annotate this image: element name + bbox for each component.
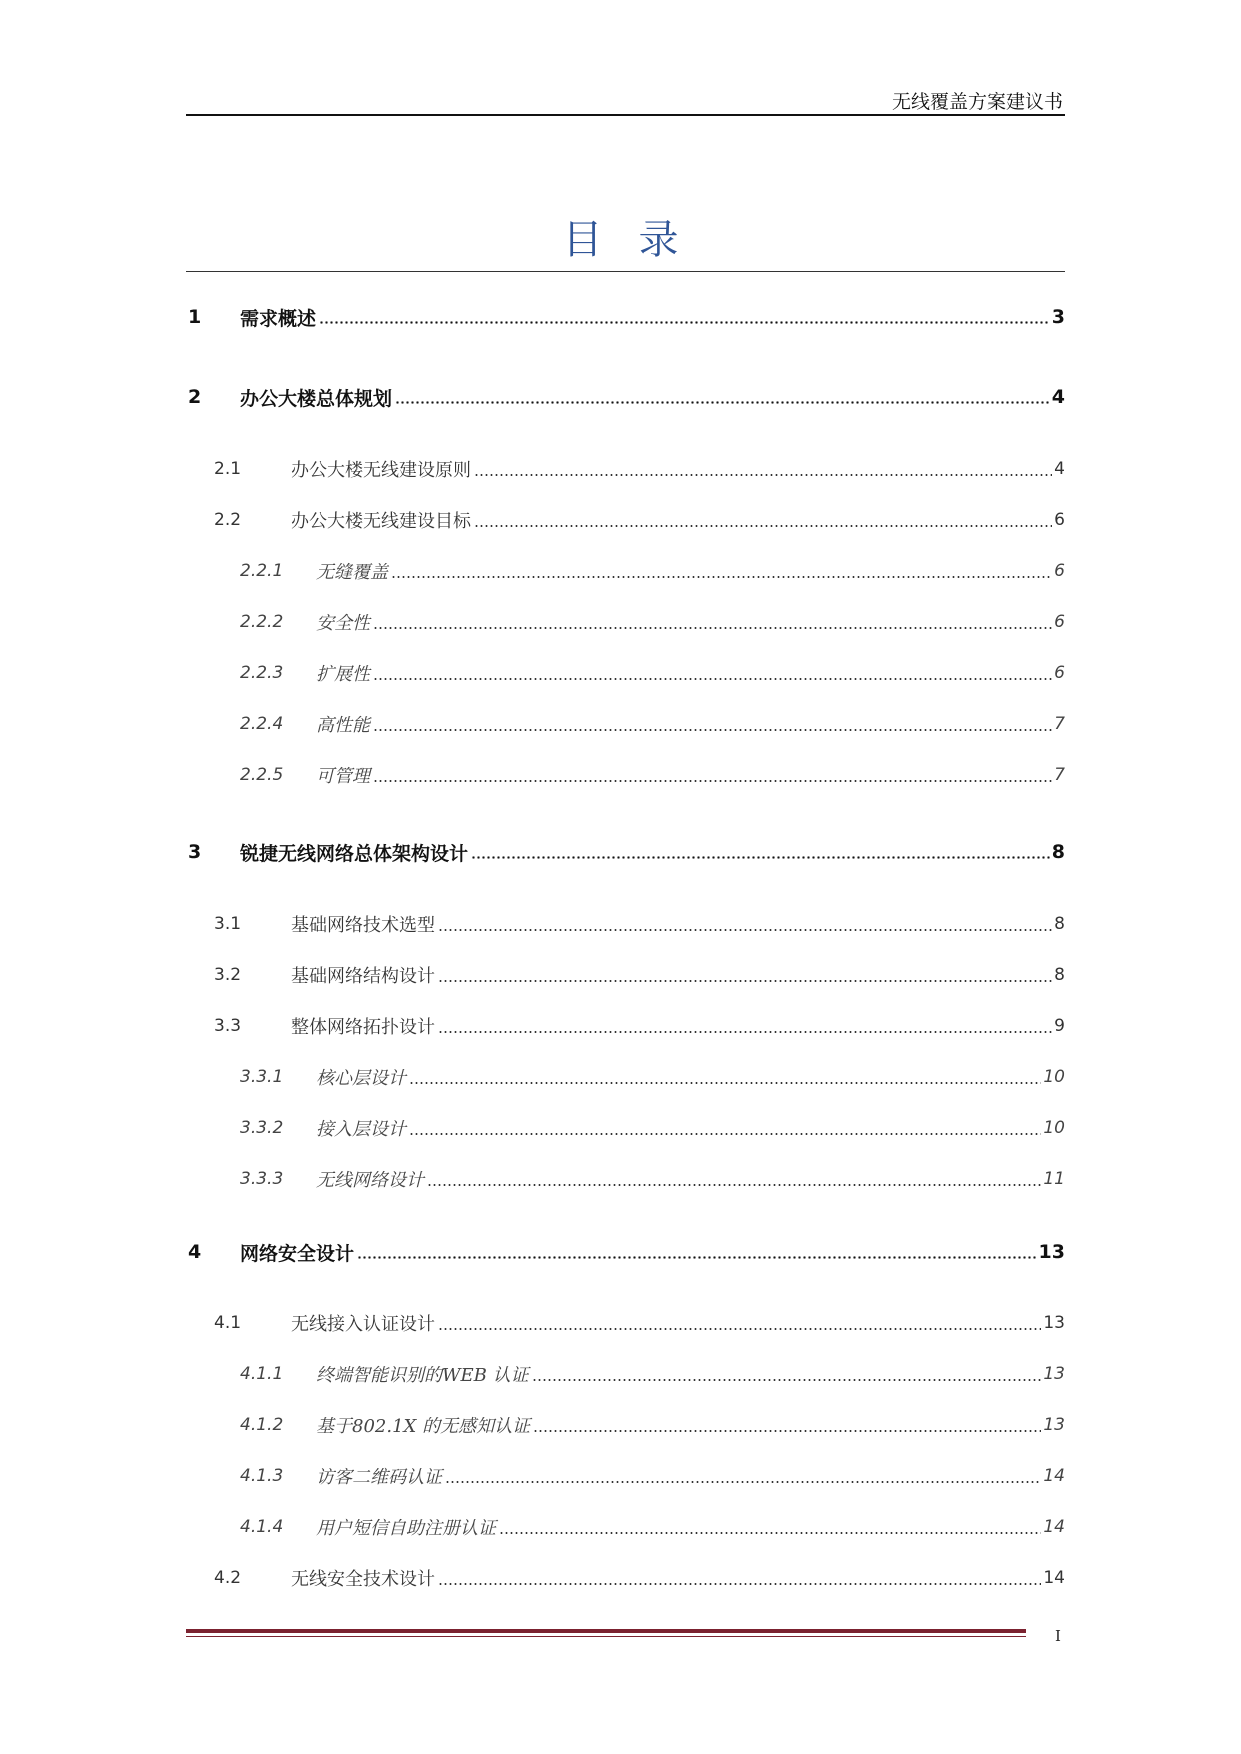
toc-entry-title: 整体网络拓扑设计 — [291, 1017, 435, 1038]
toc-entry[interactable] — [214, 1564, 1065, 1592]
dot-leader — [438, 1328, 1041, 1330]
toc-entry-page: 13 — [1043, 1313, 1065, 1333]
toc-entry-number: 3.1 — [214, 914, 242, 934]
dot-leader — [409, 1082, 1041, 1084]
dot-leader — [373, 678, 1052, 680]
toc-entry-page: 13 — [1038, 1241, 1065, 1263]
toc-entry[interactable] — [240, 1165, 1065, 1193]
toc-entry[interactable] — [214, 1012, 1065, 1040]
toc-entry-page: 10 — [1043, 1067, 1065, 1087]
toc-entry-title: 基础网络技术选型 — [291, 915, 435, 936]
toc-entry-title: 需求概述 — [240, 307, 317, 330]
toc-entry-title: 访客二维码认证 — [316, 1467, 442, 1488]
dot-leader — [373, 627, 1052, 629]
toc-entry-page: 6 — [1054, 510, 1065, 530]
dot-leader — [533, 1430, 1041, 1432]
dot-leader — [474, 525, 1052, 527]
toc-entry-title: 终端智能识别的WEB 认证 — [316, 1365, 529, 1386]
toc-entry-number: 3.2 — [214, 965, 242, 985]
dot-leader — [471, 856, 1050, 859]
toc-entry[interactable] — [214, 910, 1065, 938]
toc-entry-title: 接入层设计 — [316, 1119, 406, 1140]
toc-entry-title: 无线网络设计 — [316, 1170, 424, 1191]
toc-entry-number: 2.2.1 — [240, 561, 284, 581]
toc-entry-page: 7 — [1054, 765, 1065, 785]
toc-entry[interactable] — [214, 455, 1065, 483]
toc-entry-number: 1 — [188, 306, 202, 328]
toc-entry[interactable] — [240, 608, 1065, 636]
dot-leader — [373, 780, 1052, 782]
toc-entry-title: 无线安全技术设计 — [291, 1569, 435, 1590]
toc-entry-page: 8 — [1054, 965, 1065, 985]
toc-entry-page: 8 — [1051, 841, 1065, 863]
toc-entry[interactable] — [240, 1063, 1065, 1091]
toc-entry-number: 3.3.3 — [240, 1169, 284, 1189]
toc-entry-title: 无线接入认证设计 — [291, 1314, 435, 1335]
toc-entry[interactable] — [240, 557, 1065, 585]
toc-entry-number: 2 — [188, 386, 202, 408]
dot-leader — [532, 1379, 1042, 1381]
toc-entry-title: 办公大楼无线建设目标 — [291, 511, 471, 532]
toc-title: 目录 — [562, 217, 715, 263]
toc-entry-number: 2.2.3 — [240, 663, 284, 683]
toc-entry-number: 4.1.3 — [240, 1466, 284, 1486]
toc-entry[interactable] — [240, 761, 1065, 789]
toc-entry[interactable] — [214, 1309, 1065, 1337]
toc-entry-number: 4.1 — [214, 1313, 242, 1333]
page-number: I — [1055, 1627, 1061, 1645]
toc-entry-number: 3.3 — [214, 1016, 242, 1036]
toc-entry-page: 13 — [1043, 1415, 1065, 1435]
toc-entry-title: 核心层设计 — [316, 1068, 406, 1089]
toc-entry-number: 2.2.2 — [240, 612, 284, 632]
toc-entry[interactable] — [240, 1513, 1065, 1541]
toc-entry-page: 14 — [1043, 1466, 1065, 1486]
toc-entry-number: 4.1.1 — [240, 1364, 284, 1384]
toc-entry-page: 13 — [1043, 1364, 1065, 1384]
dot-leader — [357, 1256, 1037, 1259]
toc-entry-page: 14 — [1043, 1517, 1065, 1537]
header-divider — [186, 114, 1065, 116]
toc-entry-number: 4.2 — [214, 1568, 242, 1588]
toc-entry-page: 10 — [1043, 1118, 1065, 1138]
toc-entry-number: 2.1 — [214, 459, 242, 479]
toc-entry[interactable] — [188, 838, 1065, 866]
toc-entry-page: 14 — [1043, 1568, 1065, 1588]
footer-divider-thick — [186, 1629, 1026, 1633]
toc-entry-page: 11 — [1043, 1169, 1065, 1189]
dot-leader — [395, 401, 1050, 404]
toc-entry-page: 4 — [1051, 386, 1065, 408]
toc-entry-title: 锐捷无线网络总体架构设计 — [240, 842, 469, 865]
toc-entry-number: 3 — [188, 841, 202, 863]
toc-entry[interactable] — [214, 506, 1065, 534]
toc-entry[interactable] — [240, 659, 1065, 687]
toc-entry-number: 4.1.2 — [240, 1415, 284, 1435]
title-divider — [186, 271, 1065, 272]
toc-entry-page: 7 — [1054, 714, 1065, 734]
toc-entry-title: 办公大楼无线建设原则 — [291, 460, 471, 481]
toc-entry-title: 基础网络结构设计 — [291, 966, 435, 987]
toc-entry-number: 2.2.5 — [240, 765, 284, 785]
toc-entry-page: 6 — [1054, 663, 1065, 683]
toc-entry[interactable] — [240, 1360, 1065, 1388]
toc-entry-page: 3 — [1051, 306, 1065, 328]
toc-entry-number: 2.2.4 — [240, 714, 284, 734]
toc-entry[interactable] — [240, 1411, 1065, 1439]
toc-entry[interactable] — [188, 303, 1065, 331]
toc-entry-title: 基于802.1X 的无感知认证 — [316, 1416, 531, 1437]
dot-leader — [438, 929, 1052, 931]
dot-leader — [445, 1481, 1041, 1483]
dot-leader — [438, 1583, 1041, 1585]
toc-entry-title: 用户短信自助注册认证 — [316, 1518, 496, 1539]
toc-entry[interactable] — [188, 383, 1065, 411]
toc-entry[interactable] — [240, 1462, 1065, 1490]
toc-entry-title: 扩展性 — [316, 664, 370, 685]
dot-leader — [499, 1532, 1041, 1534]
toc-entry-number: 3.3.2 — [240, 1118, 284, 1138]
toc-entry-title: 网络安全设计 — [240, 1242, 355, 1265]
dot-leader — [391, 576, 1052, 578]
toc-entry-page: 6 — [1054, 612, 1065, 632]
toc-entry[interactable] — [240, 1114, 1065, 1142]
dot-leader — [438, 980, 1052, 982]
dot-leader — [438, 1031, 1052, 1033]
toc-entry[interactable] — [214, 961, 1065, 989]
toc-entry-page: 8 — [1054, 914, 1065, 934]
dot-leader — [373, 729, 1052, 731]
toc-entry-page: 6 — [1054, 561, 1065, 581]
toc-entry-number: 3.3.1 — [240, 1067, 284, 1087]
toc-entry-number: 4 — [188, 1241, 202, 1263]
toc-entry-page: 4 — [1054, 459, 1065, 479]
dot-leader — [474, 474, 1052, 476]
dot-leader — [409, 1133, 1041, 1135]
toc-entry-title: 安全性 — [316, 613, 370, 634]
toc-entry-number: 4.1.4 — [240, 1517, 284, 1537]
dot-leader — [319, 321, 1050, 324]
document-header-title: 无线覆盖方案建议书 — [891, 91, 1063, 113]
dot-leader — [427, 1184, 1041, 1186]
toc-entry[interactable] — [240, 710, 1065, 738]
toc-entry-title: 无缝覆盖 — [316, 562, 388, 583]
footer-divider-thin — [186, 1636, 1026, 1637]
toc-entry-page: 9 — [1054, 1016, 1065, 1036]
toc-entry-title: 高性能 — [316, 715, 370, 736]
toc-entry-title: 可管理 — [316, 766, 370, 787]
toc-entry-title: 办公大楼总体规划 — [240, 387, 393, 410]
toc-entry[interactable] — [188, 1238, 1065, 1266]
toc-entry-number: 2.2 — [214, 510, 242, 530]
